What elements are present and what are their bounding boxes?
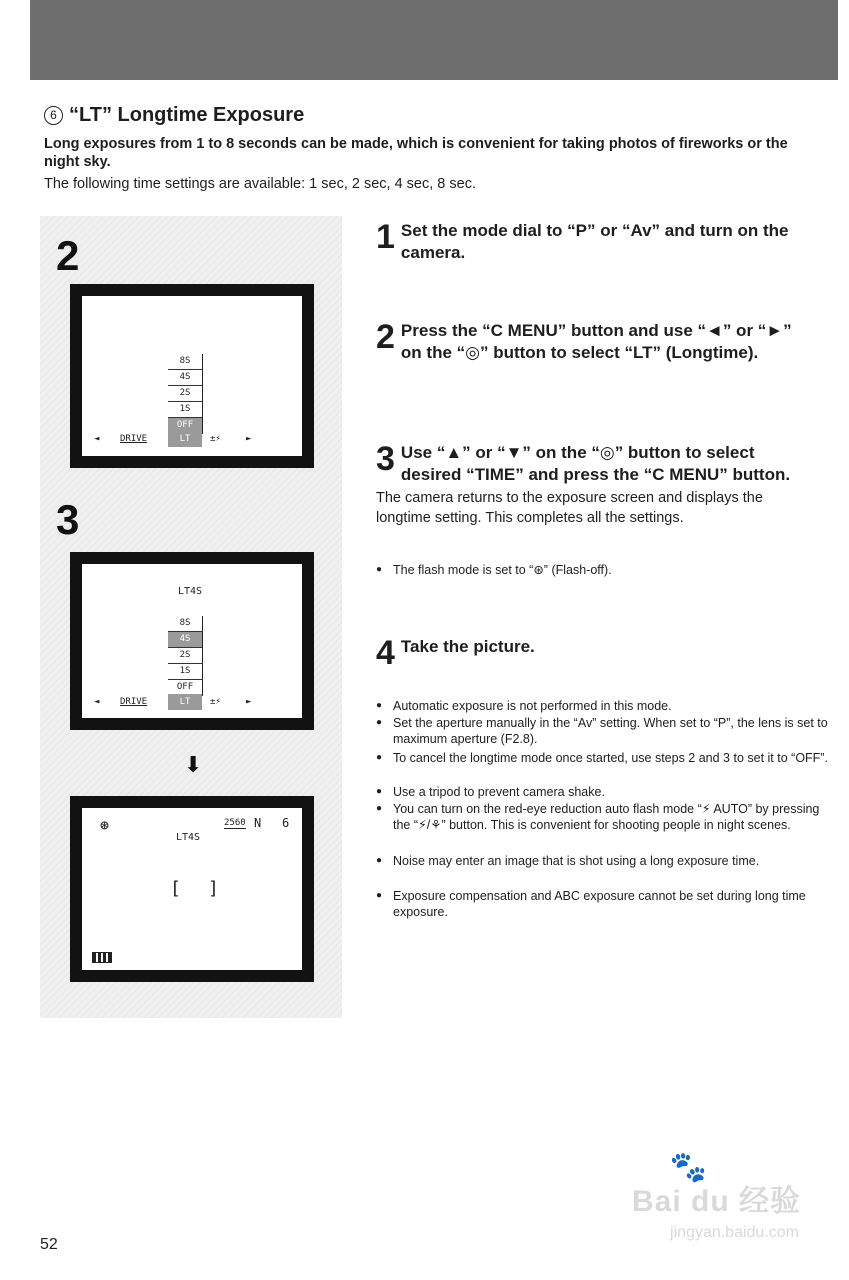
resolution-label: 2560 bbox=[224, 818, 246, 828]
step-heading: Press the “C MENU” button and use “◄” or “►” on the “◎” button to select “LT” (Longtime). bbox=[400, 321, 792, 362]
menu-item-4s: 4S bbox=[168, 370, 202, 386]
note-item: ● Exposure compensation and ABC exposure cannot be set during long time exposure. bbox=[376, 888, 833, 920]
note-item: ● Automatic exposure is not performed in this mode. bbox=[376, 698, 833, 714]
page-number: 52 bbox=[40, 1236, 58, 1253]
menu-item-1s: 1S bbox=[168, 402, 202, 418]
paw-logo-icon: 🐾 bbox=[669, 1151, 707, 1184]
af-bracket-left: [ bbox=[170, 878, 181, 899]
shots-remaining: 6 bbox=[282, 816, 290, 830]
step-number: 1 bbox=[376, 218, 395, 256]
left-arrow-icon: ◄ bbox=[94, 434, 100, 444]
time-menu bbox=[168, 354, 203, 434]
down-arrow-icon: ⬇ bbox=[184, 752, 203, 777]
lcd-mode-label: LT4S bbox=[178, 586, 203, 597]
section-title-text: “LT” Longtime Exposure bbox=[69, 104, 305, 126]
note-item: ● Set the aperture manually in the “Av” setting. When set to “P”, the lens is set to maximum aperture (F2.8). bbox=[376, 715, 833, 747]
figure-step2-label: 2 bbox=[56, 232, 80, 279]
step-4 bbox=[376, 636, 816, 670]
step-heading: Take the picture. bbox=[400, 637, 535, 656]
menu-item-off: OFF bbox=[168, 680, 202, 696]
menu-item-8s: 8S bbox=[168, 616, 202, 632]
lcd-mode-label: LT4S bbox=[176, 832, 201, 843]
drive-label: DRIVE bbox=[120, 434, 148, 444]
time-menu bbox=[168, 616, 203, 696]
watermark-brand: Bai du 经验 bbox=[631, 1185, 801, 1218]
menu-item-4s: 4S bbox=[168, 632, 202, 648]
flash-comp-icon: ±⚡ bbox=[210, 434, 221, 444]
lt-label: LT bbox=[168, 694, 202, 710]
note-item: ● You can turn on the red-eye reduction auto flash mode “⚡ AUTO” by pressing the “⚡/⚘” button. This is convenient for shooting people in night scenes. bbox=[376, 801, 833, 833]
menu-item-1s: 1S bbox=[168, 664, 202, 680]
note-item: ● Use a tripod to prevent camera shake. bbox=[376, 784, 833, 800]
section-number: 6 bbox=[44, 106, 63, 125]
note-item: ● Noise may enter an image that is shot using a long exposure time. bbox=[376, 853, 833, 869]
step-body: The camera returns to the exposure screen and displays the longtime setting. This completes all the settings. bbox=[376, 490, 763, 526]
left-arrow-icon: ◄ bbox=[94, 697, 100, 707]
lcd-screen-step2 bbox=[70, 284, 314, 468]
menu-item-2s: 2S bbox=[168, 386, 202, 402]
step-number: 4 bbox=[376, 634, 395, 672]
watermark-url: jingyan.baidu.com bbox=[670, 1224, 799, 1241]
af-bracket-right: ] bbox=[208, 878, 219, 899]
step-heading: Set the mode dial to “P” or “Av” and turn on the camera. bbox=[400, 221, 789, 262]
right-arrow-icon: ► bbox=[246, 697, 252, 707]
menu-item-2s: 2S bbox=[168, 648, 202, 664]
step-number: 2 bbox=[376, 318, 395, 356]
intro-bold: Long exposures from 1 to 8 seconds can be made, which is convenient for taking photos of fireworks or the night sky. bbox=[44, 136, 788, 170]
intro-normal: The following time settings are available: 1 sec, 2 sec, 4 sec, 8 sec. bbox=[44, 176, 476, 192]
header-band bbox=[30, 0, 838, 80]
flash-off-icon: ⊛ bbox=[100, 816, 110, 834]
step-2 bbox=[376, 320, 816, 364]
menu-bar bbox=[86, 694, 298, 710]
step-3 bbox=[376, 442, 816, 528]
menu-item-off: OFF bbox=[168, 418, 202, 434]
menu-item-8s: 8S bbox=[168, 354, 202, 370]
step3-note: ● The flash mode is set to “⊛” (Flash-off). bbox=[376, 562, 833, 578]
note-item: ● To cancel the longtime mode once started, use steps 2 and 3 to set it to “OFF”. bbox=[376, 750, 833, 766]
section-title bbox=[44, 104, 304, 127]
figure-step3-label: 3 bbox=[56, 496, 80, 543]
drive-label: DRIVE bbox=[120, 697, 148, 707]
menu-bar bbox=[86, 431, 298, 447]
lt-label: LT bbox=[168, 431, 202, 447]
step-heading: Use “▲” or “▼” on the “◎” button to select desired “TIME” and press the “C MENU” button. bbox=[400, 443, 791, 484]
step-1 bbox=[376, 220, 816, 264]
right-arrow-icon: ► bbox=[246, 434, 252, 444]
flash-comp-icon: ±⚡ bbox=[210, 697, 221, 707]
step-number: 3 bbox=[376, 440, 395, 478]
lcd-screen-step3 bbox=[70, 552, 314, 730]
lcd-screen-result bbox=[70, 796, 314, 982]
quality-label: N bbox=[254, 816, 262, 830]
battery-icon bbox=[92, 952, 112, 963]
